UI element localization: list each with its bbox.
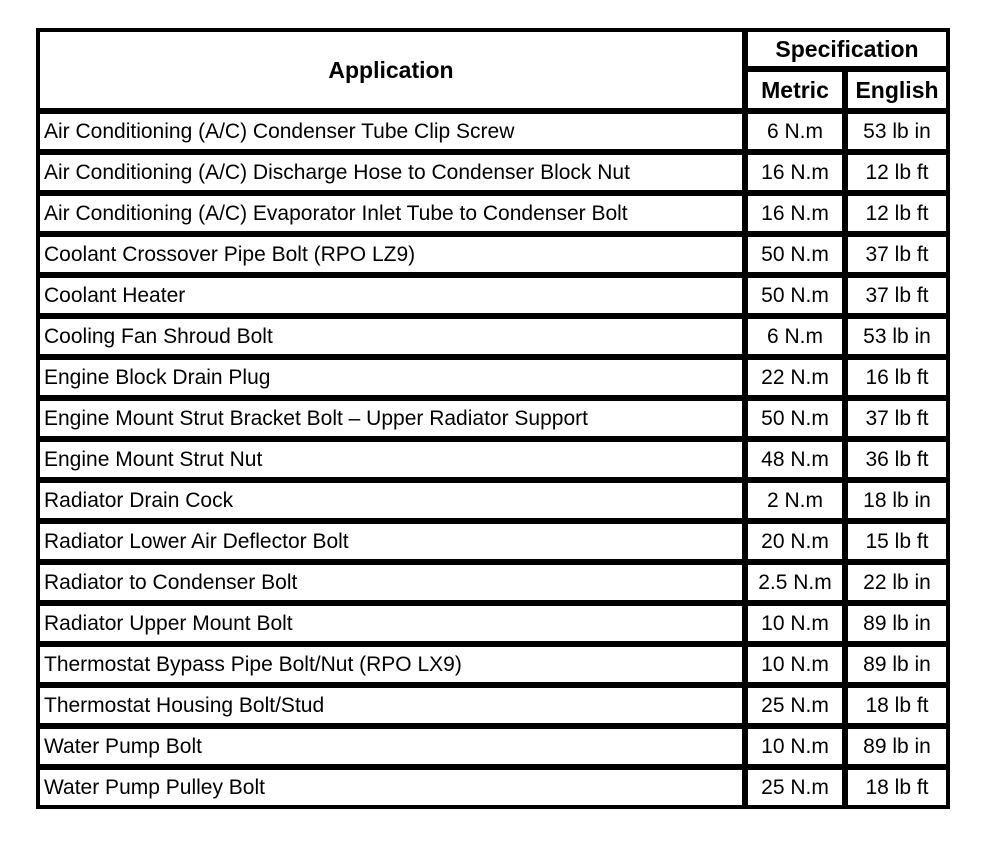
english-value-cell: 18 lb in xyxy=(845,480,949,521)
metric-value-cell: 16 N.m xyxy=(745,193,845,234)
application-column-header: Application xyxy=(37,29,745,111)
table-row xyxy=(37,562,949,603)
english-value-cell: 53 lb in xyxy=(845,316,949,357)
application-cell: Thermostat Bypass Pipe Bolt/Nut (RPO LX9) xyxy=(37,644,745,685)
english-value-cell: 12 lb ft xyxy=(845,152,949,193)
application-cell: Coolant Crossover Pipe Bolt (RPO LZ9) xyxy=(37,234,745,275)
table-row xyxy=(37,480,949,521)
metric-value-cell: 50 N.m xyxy=(745,234,845,275)
application-cell: Coolant Heater xyxy=(37,275,745,316)
application-cell: Thermostat Housing Bolt/Stud xyxy=(37,685,745,726)
fastener-specifications-table xyxy=(36,28,950,809)
english-value-cell: 12 lb ft xyxy=(845,193,949,234)
table-row xyxy=(37,767,949,808)
metric-value-cell: 10 N.m xyxy=(745,644,845,685)
application-cell: Water Pump Pulley Bolt xyxy=(37,767,745,808)
table-row xyxy=(37,398,949,439)
table-row xyxy=(37,439,949,480)
table-row xyxy=(37,275,949,316)
table-header xyxy=(37,29,949,111)
application-cell: Radiator Drain Cock xyxy=(37,480,745,521)
application-cell: Water Pump Bolt xyxy=(37,726,745,767)
metric-value-cell: 6 N.m xyxy=(745,111,845,152)
table-row xyxy=(37,193,949,234)
application-cell: Radiator to Condenser Bolt xyxy=(37,562,745,603)
english-value-cell: 37 lb ft xyxy=(845,234,949,275)
metric-value-cell: 2.5 N.m xyxy=(745,562,845,603)
english-column-header: English xyxy=(845,69,949,111)
metric-value-cell: 10 N.m xyxy=(745,726,845,767)
english-value-cell: 36 lb ft xyxy=(845,439,949,480)
application-cell: Air Conditioning (A/C) Evaporator Inlet Tube to Condenser Bolt xyxy=(37,193,745,234)
english-value-cell: 89 lb in xyxy=(845,603,949,644)
english-value-cell: 37 lb ft xyxy=(845,398,949,439)
english-value-cell: 89 lb in xyxy=(845,726,949,767)
english-value-cell: 53 lb in xyxy=(845,111,949,152)
english-value-cell: 16 lb ft xyxy=(845,357,949,398)
table-row xyxy=(37,685,949,726)
table-row xyxy=(37,521,949,562)
application-cell: Engine Mount Strut Bracket Bolt – Upper Radiator Support xyxy=(37,398,745,439)
application-cell: Engine Mount Strut Nut xyxy=(37,439,745,480)
table-row xyxy=(37,234,949,275)
metric-column-header: Metric xyxy=(745,69,845,111)
metric-value-cell: 2 N.m xyxy=(745,480,845,521)
english-value-cell: 15 lb ft xyxy=(845,521,949,562)
application-cell: Engine Block Drain Plug xyxy=(37,357,745,398)
english-value-cell: 37 lb ft xyxy=(845,275,949,316)
metric-value-cell: 22 N.m xyxy=(745,357,845,398)
metric-value-cell: 25 N.m xyxy=(745,767,845,808)
metric-value-cell: 10 N.m xyxy=(745,603,845,644)
application-cell: Air Conditioning (A/C) Discharge Hose to Condenser Block Nut xyxy=(37,152,745,193)
specification-column-header: Specification xyxy=(745,29,949,69)
metric-value-cell: 6 N.m xyxy=(745,316,845,357)
table-row xyxy=(37,357,949,398)
table-row xyxy=(37,726,949,767)
application-cell: Cooling Fan Shroud Bolt xyxy=(37,316,745,357)
table-row xyxy=(37,603,949,644)
english-value-cell: 89 lb in xyxy=(845,644,949,685)
english-value-cell: 22 lb in xyxy=(845,562,949,603)
header-row-top xyxy=(37,29,949,69)
table-row xyxy=(37,644,949,685)
english-value-cell: 18 lb ft xyxy=(845,685,949,726)
table-body xyxy=(37,111,949,808)
application-cell: Air Conditioning (A/C) Condenser Tube Clip Screw xyxy=(37,111,745,152)
metric-value-cell: 50 N.m xyxy=(745,275,845,316)
metric-value-cell: 16 N.m xyxy=(745,152,845,193)
english-value-cell: 18 lb ft xyxy=(845,767,949,808)
metric-value-cell: 50 N.m xyxy=(745,398,845,439)
table-row xyxy=(37,111,949,152)
table-row xyxy=(37,152,949,193)
application-cell: Radiator Lower Air Deflector Bolt xyxy=(37,521,745,562)
application-cell: Radiator Upper Mount Bolt xyxy=(37,603,745,644)
metric-value-cell: 48 N.m xyxy=(745,439,845,480)
metric-value-cell: 25 N.m xyxy=(745,685,845,726)
metric-value-cell: 20 N.m xyxy=(745,521,845,562)
table-row xyxy=(37,316,949,357)
